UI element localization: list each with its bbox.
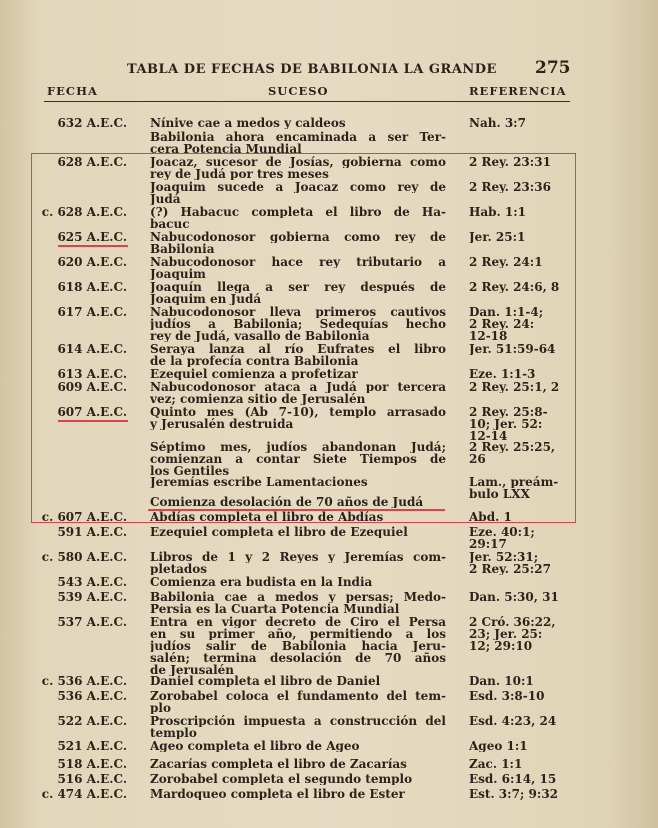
row-event [150, 675, 446, 687]
reference-line: Zac. 1:1 [469, 758, 523, 770]
row-date: c. 628 A.E.C. [41, 205, 127, 219]
row-date: 539 A.E.C. [57, 590, 127, 604]
event-line: Nabucodonosor ataca a Judá por tercera [150, 381, 446, 393]
row-event [150, 758, 446, 770]
underline-desolation [148, 509, 445, 511]
row-date: 609 A.E.C. [57, 380, 127, 394]
row-reference [469, 526, 569, 550]
underline-607 [58, 420, 128, 422]
reference-line: Dan. 10:1 [469, 675, 534, 687]
event-line: Quinto mes (Ab 7-10), templo arrasado [150, 406, 446, 418]
row-date: 628 A.E.C. [57, 155, 127, 169]
reference-line: 2 Rey. 25:1, 2 [469, 381, 560, 393]
event-line: templo [150, 727, 197, 739]
event-line: Séptimo mes, judíos abandonan Judá; [150, 441, 446, 453]
row-date: 614 A.E.C. [57, 342, 127, 356]
row-event [150, 715, 446, 739]
page-title: TABLA DE FECHAS DE BABILONIA LA GRANDE [127, 62, 497, 77]
row-event [150, 117, 446, 129]
event-line: salén; termina desolación de 70 años [150, 652, 446, 664]
row-reference [469, 740, 569, 752]
event-line: de la profecía contra Babilonia [150, 355, 359, 367]
event-line: Ezequiel completa el libro de Ezequiel [150, 526, 408, 538]
reference-line: Nah. 3:7 [469, 117, 526, 129]
row-event [150, 690, 446, 714]
event-line: de Jerusalén [150, 664, 235, 676]
event-line: (?) Habacuc completa el libro de Ha- [150, 206, 446, 218]
row-date: 521 A.E.C. [57, 739, 127, 753]
event-line: bacuc [150, 218, 190, 230]
row-date: 625 A.E.C. [57, 230, 127, 244]
row-event [150, 591, 446, 615]
row-reference [469, 616, 569, 652]
row-date: 537 A.E.C. [57, 615, 127, 629]
row-date: 613 A.E.C. [57, 367, 127, 381]
event-line: judíos a Babilonia; Sedequías hecho [150, 318, 446, 330]
event-line: Libros de 1 y 2 Reyes y Jeremías com- [150, 551, 446, 563]
reference-line: 12; 29:10 [469, 640, 533, 652]
event-line: Joaquín llega a ser rey después de [150, 281, 446, 293]
event-line: Comienza era budista en la India [150, 576, 373, 588]
reference-line: 2 Rey. 25:25, [469, 441, 556, 453]
reference-line: Est. 3:7; 9:32 [469, 788, 559, 800]
row-date: 516 A.E.C. [57, 772, 127, 786]
row-date: 522 A.E.C. [57, 714, 127, 728]
reference-line: 2 Rey. 23:36 [469, 181, 551, 193]
event-line: rey de Judá, vasallo de Babilonia [150, 330, 370, 342]
row-event [150, 788, 446, 800]
row-event [150, 131, 446, 155]
row-reference [469, 117, 569, 129]
reference-line: Lam., preám- [469, 476, 559, 488]
event-line: Comienza desolación de 70 años de Judá [150, 496, 424, 508]
row-event [150, 576, 446, 588]
reference-line: 26 [469, 453, 486, 465]
reference-line: Eze. 1:1-3 [469, 368, 536, 380]
event-line: pletados [150, 563, 208, 575]
reference-line: 2 Rey. 24: [469, 318, 535, 330]
event-line: Abdías completa el libro de Abdías [150, 511, 384, 523]
reference-line: 2 Rey. 24:1 [469, 256, 543, 268]
event-line: los Gentiles [150, 465, 230, 477]
row-event [150, 551, 446, 575]
event-line: Proscripción impuesta a construcción del [150, 715, 446, 727]
event-line: Babilonia ahora encaminada a ser Ter- [150, 131, 446, 143]
row-reference [469, 690, 569, 702]
row-reference [469, 788, 569, 800]
event-line: en su primer año, permitiendo a los [150, 628, 446, 640]
event-line: Nabucodonosor gobierna como rey de [150, 231, 446, 243]
row-reference [469, 773, 569, 785]
event-line: Nabucodonosor lleva primeros cautivos [150, 306, 446, 318]
header-rule [44, 101, 570, 102]
event-line: Jeremías escribe Lamentaciones [150, 476, 368, 488]
event-line: Ageo completa el libro de Ageo [150, 740, 360, 752]
row-date: c. 607 A.E.C. [41, 510, 127, 524]
row-date: 543 A.E.C. [57, 575, 127, 589]
row-reference [469, 758, 569, 770]
underline-625 [58, 245, 128, 247]
event-line: Joacaz, sucesor de Josías, gobierna como [150, 156, 446, 168]
reference-line: Dan. 5:30, 31 [469, 591, 559, 603]
row-reference [469, 551, 569, 575]
reference-line: Abd. 1 [469, 511, 512, 523]
event-line: Entra en vigor decreto de Ciro el Persa [150, 616, 446, 628]
event-line: plo [150, 702, 171, 714]
reference-line: 23; Jer. 25: [469, 628, 543, 640]
row-date: c. 474 A.E.C. [41, 787, 127, 801]
event-line: comienzan a contar Siete Tiempos de [150, 453, 446, 465]
reference-line: Esd. 6:14, 15 [469, 773, 557, 785]
event-line: Joaquim en Judá [150, 293, 262, 305]
row-date: 536 A.E.C. [57, 689, 127, 703]
reference-line: 12-18 [469, 330, 508, 342]
column-header-event: SUCESO [268, 84, 329, 98]
event-line: Babilonia [150, 243, 215, 255]
reference-line: Esd. 3:8-10 [469, 690, 545, 702]
event-line: Judá [150, 193, 181, 205]
row-date: 591 A.E.C. [57, 525, 127, 539]
page-header [0, 60, 658, 80]
row-date: 618 A.E.C. [57, 280, 127, 294]
row-date: 632 A.E.C. [57, 116, 127, 130]
event-line: Mardoqueo completa el libro de Ester [150, 788, 405, 800]
event-line: Persia es la Cuarta Potencia Mundial [150, 603, 400, 615]
event-line: Zorobabel coloca el fundamento del tem- [150, 690, 446, 702]
event-line: Nínive cae a medos y caldeos [150, 117, 346, 129]
reference-line: 29:17 [469, 538, 507, 550]
event-line: Ezequiel comienza a profetizar [150, 368, 358, 380]
row-date: c. 580 A.E.C. [41, 550, 127, 564]
row-date: c. 536 A.E.C. [41, 674, 127, 688]
reference-line: Jer. 25:1 [469, 231, 526, 243]
row-event [150, 526, 446, 538]
row-date: 620 A.E.C. [57, 255, 127, 269]
column-header-date: FECHA [47, 84, 98, 98]
highlight-box [31, 153, 576, 523]
reference-line: 12-14 [469, 430, 508, 442]
row-date: 518 A.E.C. [57, 757, 127, 771]
event-line: vez; comienza sitio de Jerusalén [150, 393, 366, 405]
event-line: cera Potencia Mundial [150, 143, 302, 155]
reference-line: Jer. 51:59-64 [469, 343, 556, 355]
event-line: Zorobabel completa el segundo templo [150, 773, 413, 785]
row-date: 617 A.E.C. [57, 305, 127, 319]
page-number: 275 [535, 58, 571, 78]
reference-line: bulo LXX [469, 488, 530, 500]
reference-line: Ageo 1:1 [469, 740, 528, 752]
event-line: judíos salir de Babilonia hacia Jeru- [150, 640, 446, 652]
reference-line: 2 Cró. 36:22, [469, 616, 556, 628]
reference-line: Esd. 4:23, 24 [469, 715, 557, 727]
reference-line: 10; Jer. 52: [469, 418, 543, 430]
reference-line: 2 Rey. 25:8- [469, 406, 548, 418]
row-event [150, 616, 446, 676]
event-line: rey de Judá por tres meses [150, 168, 329, 180]
reference-line: Jer. 52:31; [469, 551, 539, 563]
event-line: Joaquim sucede a Joacaz como rey de [150, 181, 446, 193]
reference-line: Hab. 1:1 [469, 206, 526, 218]
event-line: Zacarías completa el libro de Zacarías [150, 758, 407, 770]
event-line: Joaquim [150, 268, 206, 280]
reference-line: Eze. 40:1; [469, 526, 535, 538]
row-event [150, 740, 446, 752]
reference-line: Dan. 1:1-4; [469, 306, 544, 318]
row-event [150, 773, 446, 785]
event-line: Daniel completa el libro de Daniel [150, 675, 381, 687]
event-line: y Jerusalén destruida [150, 418, 294, 430]
event-line: Seraya lanza al río Eufrates el libro [150, 343, 446, 355]
row-reference [469, 675, 569, 687]
reference-line: 2 Rey. 23:31 [469, 156, 551, 168]
row-date: 607 A.E.C. [57, 405, 127, 419]
row-reference [469, 591, 569, 603]
event-line: Nabucodonosor hace rey tributario a [150, 256, 446, 268]
event-line: Babilonia cae a medos y persas; Medo- [150, 591, 446, 603]
row-reference [469, 715, 569, 727]
reference-line: 2 Rey. 25:27 [469, 563, 551, 575]
reference-line: 2 Rey. 24:6, 8 [469, 281, 560, 293]
column-header-reference: REFERENCIA [469, 84, 567, 98]
